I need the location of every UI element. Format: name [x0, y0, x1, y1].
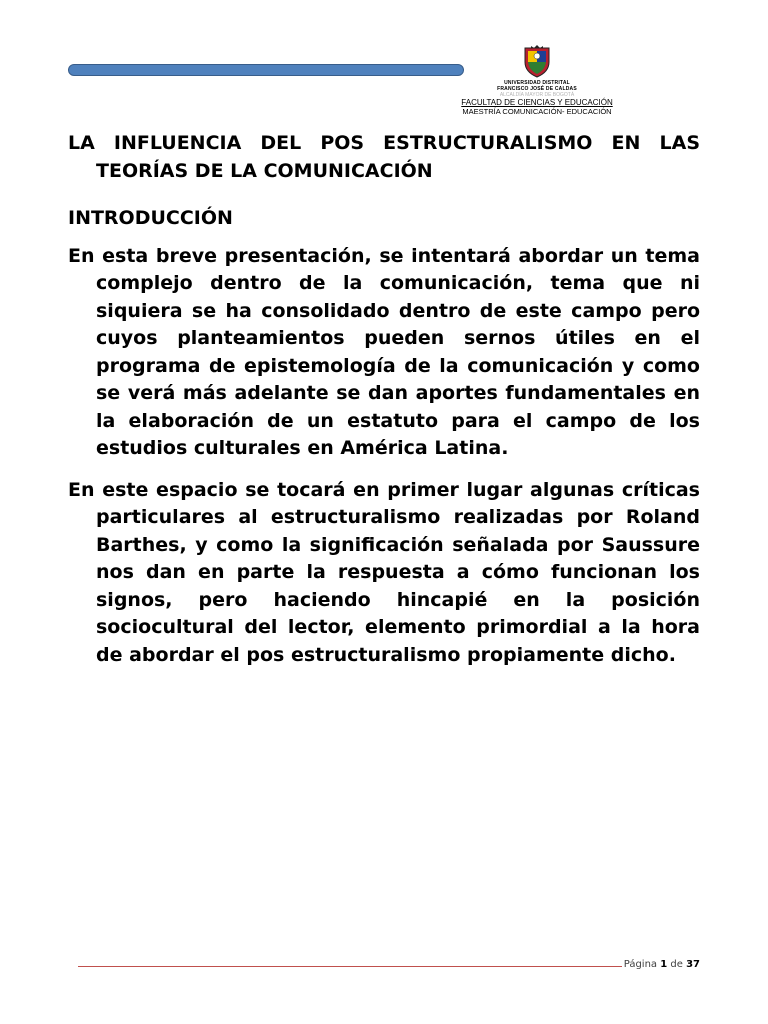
faint-header-line: ALCALDÍA MAYOR DE BOGOTÁ — [499, 92, 575, 98]
section-heading: INTRODUCCIÓN — [68, 207, 233, 229]
of-word: de — [670, 959, 683, 970]
university-name-line2: FRANCISCO JOSÉ DE CALDAS — [497, 86, 577, 92]
footer-rule — [78, 966, 622, 967]
paragraph-1: En esta breve presentación, se intentará abordar un tema complejo dentro de la comunicación, tema que ni siquiera se ha consolidado dentro de este campo pero cuyos planteamientos pueden sernos útiles en el programa de epistemología de la comunicación y como se verá más adelante se dan aportes fundamentales en la elaboración de un estatuto para el campo de los estudios culturales en América Latina. — [68, 244, 700, 459]
document-body — [68, 130, 700, 683]
faculty-name: FACULTAD DE CIENCIAS Y EDUCACIÓN — [461, 98, 613, 107]
university-name-line1: UNIVERSIDAD DISTRITAL — [504, 80, 570, 86]
paragraph-2: En este espacio se tocará en primer lugar algunas críticas particulares al estructuralismo realizadas por Roland Barthes, y como la significación señalada por Saussure nos dan en parte la respuesta a cómo funcionan los signos, pero haciendo hincapié en la posición sociocultural del lector, elemento primordial a la hora de abordar el pos estructuralismo propiamente dicho. — [68, 478, 700, 666]
page-number — [624, 959, 700, 970]
page-word: Página — [623, 959, 658, 970]
header-decorative-bar — [68, 64, 464, 76]
page-current: 1 — [660, 959, 668, 970]
page-total: 37 — [686, 959, 700, 970]
university-logo-block — [456, 44, 618, 118]
university-crest-icon — [522, 44, 552, 78]
program-name: MAESTRÍA COMUNICACIÓN- EDUCACIÓN — [462, 107, 612, 116]
document-title: LA INFLUENCIA DEL POS ESTRUCTURALISMO EN LAS TEORÍAS DE LA COMUNICACIÓN — [68, 132, 700, 182]
